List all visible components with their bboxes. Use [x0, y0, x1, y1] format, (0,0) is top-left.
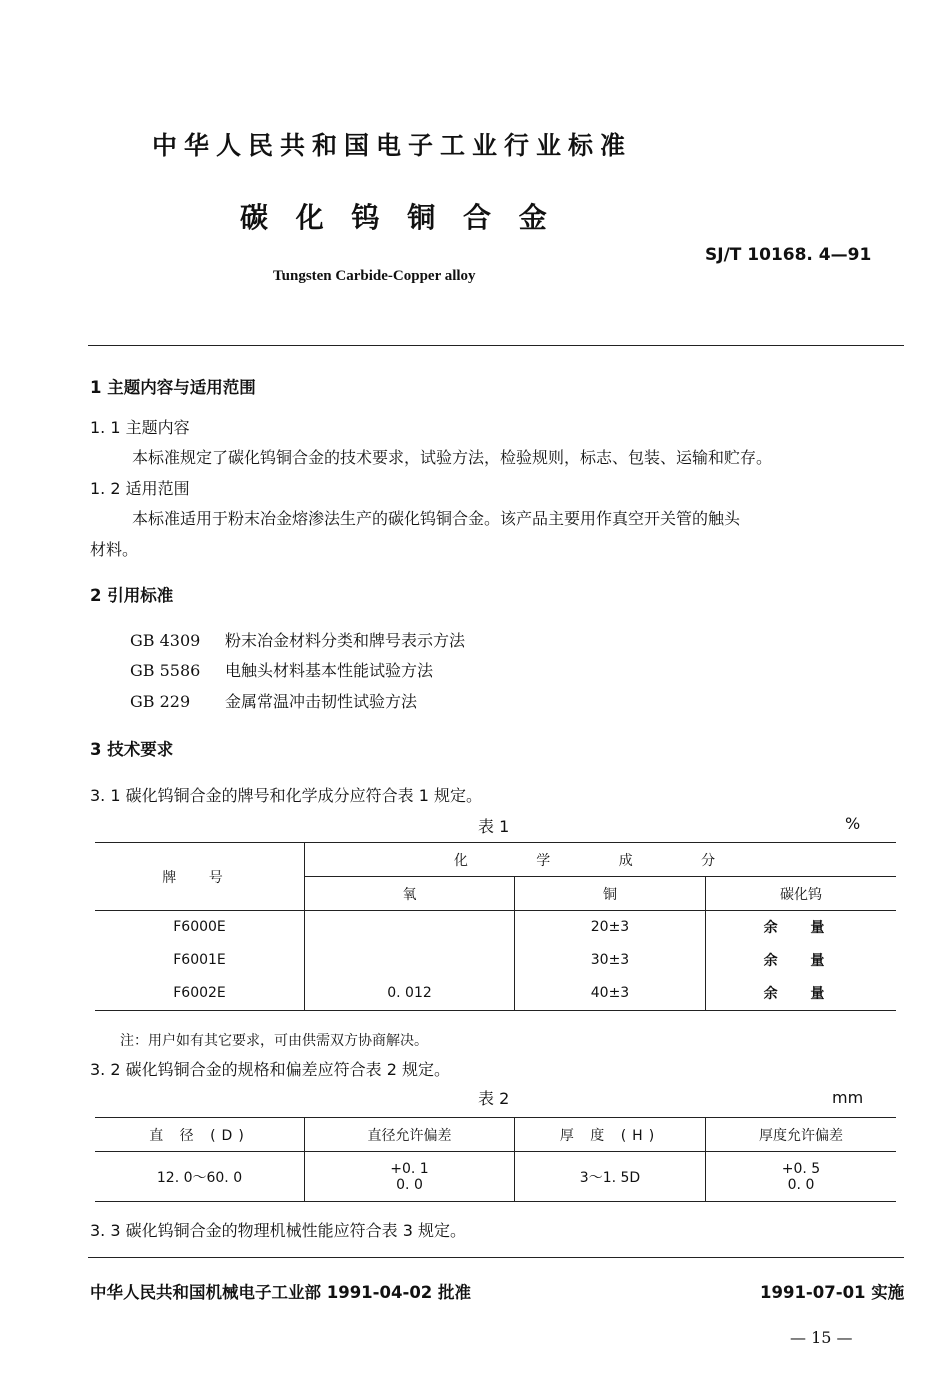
table2-dia-tol-lower: 0. 0	[396, 1176, 423, 1193]
table1-caption: 表 1	[478, 817, 510, 836]
section-3-heading: 3 技术要求	[90, 740, 174, 759]
section-1-2-text-line2: 材料。	[90, 540, 139, 559]
table1-head-grade: 牌 号	[95, 843, 305, 911]
table1-cell-oxygen: 0. 012	[305, 977, 515, 1011]
table2-cell-diameter: 12. 0～60. 0	[95, 1152, 305, 1202]
table1-cell-copper: 20±3	[515, 911, 706, 944]
section-1-1-text: 本标准规定了碳化钨铜合金的技术要求，试验方法，检验规则，标志、包装、运输和贮存。	[132, 448, 773, 467]
reference-name: 金属常温冲击韧性试验方法	[225, 692, 418, 711]
table2-thk-tol-upper: +0. 5	[781, 1160, 821, 1177]
page-number: — 15 —	[790, 1328, 853, 1347]
table1-head-wc: 碳化钨	[706, 877, 897, 911]
reference-code: GB 5586	[130, 661, 201, 680]
table-row	[95, 1152, 896, 1202]
table2-head-thk-tol: 厚度允许偏差	[706, 1118, 897, 1152]
document-title: 碳 化 钨 铜 合 金	[240, 201, 547, 234]
table2-cell-thickness: 3～1. 5D	[515, 1152, 706, 1202]
table1	[95, 842, 896, 1011]
section-1-2-heading: 1. 2 适用范围	[90, 479, 190, 498]
table-row	[95, 911, 896, 944]
reference-item	[130, 658, 433, 681]
footer-divider	[88, 1257, 904, 1258]
table2	[95, 1117, 896, 1202]
reference-code: GB 4309	[130, 631, 201, 650]
approval-line: 中华人民共和国机械电子工业部 1991-04-02 批准	[90, 1283, 472, 1302]
table1-cell-copper: 40±3	[515, 977, 706, 1011]
section-1-2-text-line1: 本标准适用于粉末冶金熔渗法生产的碳化钨铜合金。该产品主要用作真空开关管的触头	[132, 509, 741, 528]
table1-cell-copper: 30±3	[515, 944, 706, 977]
section-1-heading: 1 主题内容与适用范围	[90, 378, 256, 397]
section-3-3-text: 3. 3 碳化钨铜合金的物理机械性能应符合表 3 规定。	[90, 1221, 466, 1240]
table1-cell-grade: F6002E	[95, 977, 305, 1011]
table2-dia-tol-upper: +0. 1	[390, 1160, 429, 1177]
table-row	[95, 977, 896, 1011]
table2-cell-dia-tol	[305, 1152, 515, 1202]
table1-cell-grade: F6001E	[95, 944, 305, 977]
table2-thk-tol-lower: 0. 0	[787, 1176, 815, 1193]
section-2-heading: 2 引用标准	[90, 586, 174, 605]
reference-code: GB 229	[130, 692, 191, 711]
table2-head-thickness: 厚 度 (H)	[515, 1118, 706, 1152]
reference-name: 电触头材料基本性能试验方法	[225, 661, 434, 680]
standard-org-title: 中华人民共和国电子工业行业标准	[152, 131, 633, 160]
table1-unit: %	[845, 814, 861, 833]
table2-head-dia-tol: 直径允许偏差	[305, 1118, 515, 1152]
table2-cell-thk-tol	[706, 1152, 897, 1202]
header-divider	[88, 345, 904, 346]
table1-head-copper: 铜	[515, 877, 706, 911]
table1-cell-wc: 余 量	[706, 977, 897, 1011]
table1-cell-wc: 余 量	[763, 920, 839, 937]
reference-name: 粉末冶金材料分类和牌号表示方法	[225, 631, 466, 650]
section-1-1-heading: 1. 1 主题内容	[90, 418, 190, 437]
table1-cell-grade: F6000E	[95, 911, 305, 944]
table2-unit: mm	[832, 1088, 864, 1107]
table-row	[95, 944, 896, 977]
reference-item	[130, 689, 417, 712]
section-3-1-text: 3. 1 碳化钨铜合金的牌号和化学成分应符合表 1 规定。	[90, 786, 482, 805]
table1-cell-wc: 余 量	[763, 953, 839, 969]
english-title: Tungsten Carbide-Copper alloy	[273, 268, 476, 284]
effective-date: 1991-07-01 实施	[760, 1283, 905, 1302]
reference-item	[130, 628, 465, 651]
table1-note: 注：用户如有其它要求，可由供需双方协商解决。	[120, 1033, 428, 1049]
table1-head-oxygen: 氧	[305, 877, 515, 911]
table1-cell-oxygen	[305, 911, 515, 944]
table1-cell-oxygen	[305, 944, 515, 977]
standard-code: SJ/T 10168. 4—91	[705, 245, 872, 265]
table2-head-diameter: 直 径 (D)	[95, 1118, 305, 1152]
section-3-2-text: 3. 2 碳化钨铜合金的规格和偏差应符合表 2 规定。	[90, 1060, 450, 1079]
table2-caption: 表 2	[478, 1089, 510, 1108]
table1-head-chem: 化 学 成 分	[305, 843, 897, 877]
